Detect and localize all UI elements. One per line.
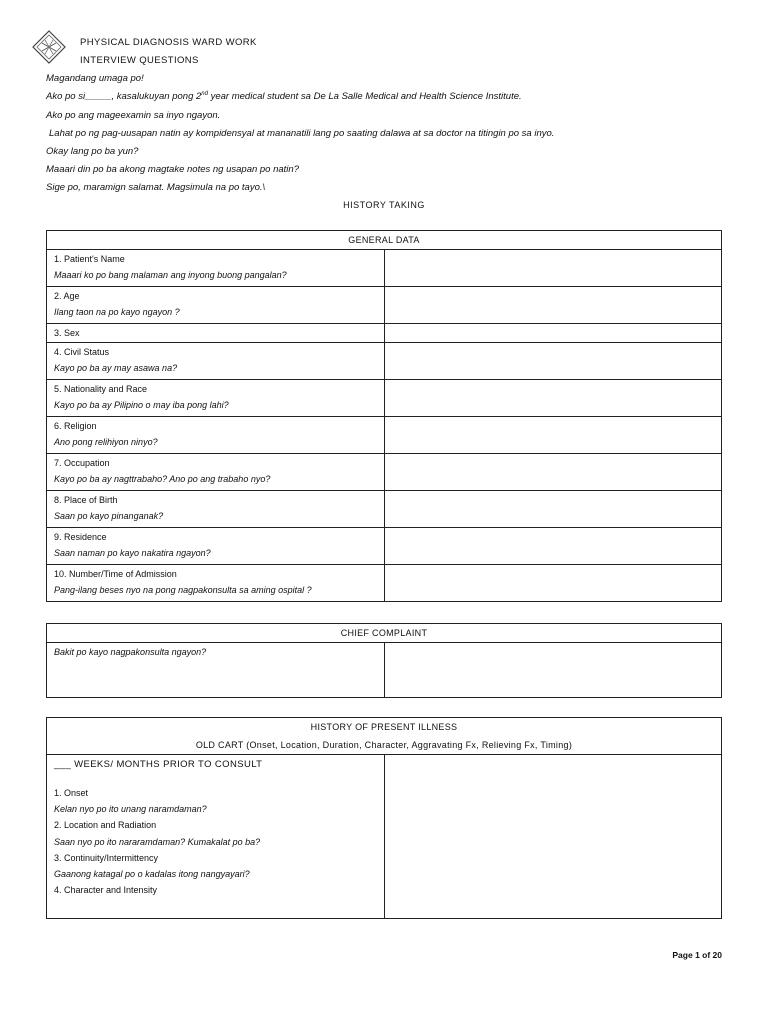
hpi-questions [47, 755, 385, 919]
row-label: 2. Age [54, 291, 80, 301]
hpi-item-label: 3. Continuity/Intermittency [54, 853, 159, 863]
answer-cell[interactable] [385, 565, 722, 602]
answer-cell[interactable] [385, 287, 722, 324]
row-question: Saan po kayo pinanganak? [54, 511, 164, 521]
table-row [47, 287, 722, 324]
table-row [47, 491, 722, 528]
answer-cell[interactable] [385, 250, 722, 287]
row-question: Kayo po ba ay may asawa na? [54, 363, 178, 373]
page-number: Page 1 of 20 [672, 950, 722, 960]
row-question: Pang-ilang beses nyo na pong nagpakonsulta sa aming ospital ? [54, 585, 312, 595]
hpi-heading: HISTORY OF PRESENT ILLNESS [47, 718, 722, 736]
general-data-table [46, 230, 722, 602]
row-question: Kayo po ba ay Pilipino o may iba pong lahi? [54, 400, 229, 410]
institution-logo [32, 30, 66, 64]
row-label: 6. Religion [54, 421, 97, 431]
table-row [47, 565, 722, 602]
table-row [47, 343, 722, 380]
row-label: 8. Place of Birth [54, 495, 118, 505]
row-label: 1. Patient's Name [54, 254, 125, 264]
row-label: 5. Nationality and Race [54, 384, 148, 394]
chief-complaint-question: Bakit po kayo nagpakonsulta ngayon? [54, 647, 207, 657]
weeks-prior-label: ___ WEEKS/ MONTHS PRIOR TO CONSULT [54, 759, 263, 770]
row-label: 9. Residence [54, 532, 107, 542]
row-question: Ilang taon na po kayo ngayon ? [54, 307, 180, 317]
row-question: Saan naman po kayo nakatira ngayon? [54, 548, 211, 558]
intro-self-introduction [46, 91, 522, 102]
table-row [47, 324, 722, 343]
table-row [47, 380, 722, 417]
intro-line2-start: Ako po si_____, kasalukuyan pong 2 [46, 91, 202, 103]
general-data-heading: GENERAL DATA [47, 231, 722, 250]
table-row [47, 454, 722, 491]
hpi-subheading: OLD CART (Onset, Location, Duration, Character, Aggravating Fx, Relieving Fx, Timing) [47, 735, 722, 755]
intro-examiner: Ako po ang mageexamin sa inyo ngayon. [46, 110, 221, 121]
hpi-item-question: Saan nyo po ito nararamdaman? Kumakalat po ba? [54, 837, 261, 847]
chief-complaint-heading: CHIEF COMPLAINT [47, 624, 722, 643]
hpi-item-label: 4. Character and Intensity [54, 885, 158, 895]
hpi-item-label: 2. Location and Radiation [54, 820, 157, 830]
row-label: 10. Number/Time of Admission [54, 569, 177, 579]
table-row [47, 528, 722, 565]
hpi-table [46, 717, 722, 919]
hpi-item-label: 1. Onset [54, 788, 89, 798]
answer-cell[interactable] [385, 343, 722, 380]
row-question: Ano pong relihiyon ninyo? [54, 437, 158, 447]
table-row [47, 250, 722, 287]
intro-greeting: Magandang umaga po! [46, 73, 144, 84]
chief-complaint-table [46, 623, 722, 698]
row-label: 4. Civil Status [54, 347, 110, 357]
table-row [47, 643, 722, 698]
section-title: HISTORY TAKING [343, 200, 425, 210]
document-title: PHYSICAL DIAGNOSIS WARD WORK [80, 37, 257, 48]
row-label: 7. Occupation [54, 458, 110, 468]
answer-cell[interactable] [385, 491, 722, 528]
intro-notes-permission: Maaari din po ba akong magtake notes ng usapan po natin? [46, 164, 299, 175]
row-question: Kayo po ba ay nagttrabaho? Ano po ang trabaho nyo? [54, 474, 271, 484]
table-row [47, 755, 722, 919]
document-subtitle: INTERVIEW QUESTIONS [80, 55, 199, 66]
intro-confidentiality: Lahat po ng pag-uusapan natin ay kompidensyal at mananatili lang po saating dalawa at sa doctor na titingin po sa inyo. [49, 128, 555, 139]
answer-cell[interactable] [385, 324, 722, 343]
hpi-item-question: Gaanong katagal po o kadalas itong nangyayari? [54, 869, 250, 879]
hpi-item-question: Kelan nyo po ito unang naramdaman? [54, 804, 207, 814]
intro-consent: Okay lang po ba yun? [46, 146, 139, 157]
answer-cell[interactable] [385, 380, 722, 417]
answer-cell[interactable] [385, 454, 722, 491]
intro-line2-end: year medical student sa De La Salle Medical and Health Science Institute. [207, 91, 522, 103]
answer-cell[interactable] [385, 643, 722, 698]
ordinal-suffix: nd [201, 91, 208, 97]
answer-cell[interactable] [385, 755, 722, 919]
row-label: 3. Sex [54, 328, 80, 338]
answer-cell[interactable] [385, 417, 722, 454]
intro-start: Sige po, maramign salamat. Magsimula na po tayo.\ [46, 182, 266, 193]
table-row [47, 417, 722, 454]
answer-cell[interactable] [385, 528, 722, 565]
row-question: Maaari ko po bang malaman ang inyong buong pangalan? [54, 270, 287, 280]
